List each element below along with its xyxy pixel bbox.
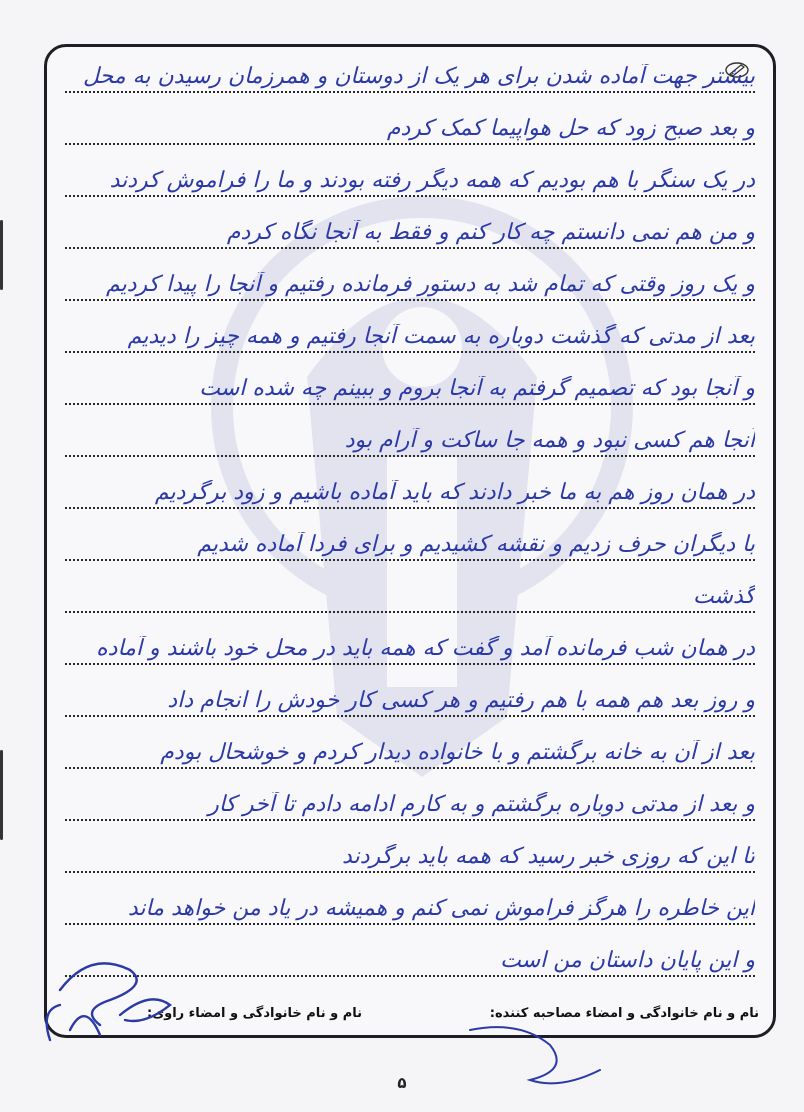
dotted-rule <box>65 715 755 717</box>
dotted-rule <box>65 923 755 925</box>
handwritten-text: این خاطره را هرگز فراموش نمی کنم و همیشه در یاد من خواهد ماند <box>127 896 755 921</box>
handwritten-line <box>65 313 755 359</box>
handwritten-line <box>65 833 755 879</box>
interviewer-signature-label: نام و نام خانوادگی و امضاء مصاحبه کننده: <box>489 1006 759 1021</box>
handwritten-line <box>65 781 755 827</box>
dotted-rule <box>65 143 755 145</box>
dotted-rule <box>65 91 755 93</box>
page-number: ۵ <box>397 1074 407 1092</box>
handwritten-text: تا این که روزی خبر رسید که همه باید برگردند <box>342 844 755 869</box>
dotted-rule <box>65 871 755 873</box>
handwritten-text: و بعد صبح زود که حل هواپیما کمک کردم <box>386 116 755 141</box>
handwritten-line <box>65 521 755 567</box>
handwritten-line <box>65 625 755 671</box>
handwritten-line <box>65 885 755 931</box>
dotted-rule <box>65 663 755 665</box>
dotted-rule <box>65 507 755 509</box>
handwritten-line <box>65 105 755 151</box>
handwritten-text: و آنجا بود که تصمیم گرفتم به آنجا بروم و ببینم چه شده است <box>199 376 755 401</box>
dotted-rule <box>65 455 755 457</box>
handwritten-line <box>65 469 755 515</box>
handwritten-text: بعد از آن به خانه برگشتم و با خانواده دیدار کردم و خوشحال بودم <box>160 740 755 765</box>
dotted-rule <box>65 247 755 249</box>
narrator-signature-label: نام و نام خانوادگی و امضاء راوی: <box>147 1006 362 1021</box>
dotted-rule <box>65 195 755 197</box>
dotted-rule <box>65 403 755 405</box>
handwritten-line <box>65 937 755 983</box>
handwritten-text: و بعد از مدتی دوباره برگشتم و به کارم ادامه دادم تا آخر کار <box>208 792 755 817</box>
handwritten-text: آنجا هم کسی نبود و همه جا ساکت و آرام بود <box>344 428 755 453</box>
handwritten-line <box>65 209 755 255</box>
dotted-rule <box>65 299 755 301</box>
handwritten-line <box>65 417 755 463</box>
handwritten-text: بعد از مدتی که گذشت دوباره به سمت آنجا رفتیم و همه چیز را دیدیم <box>127 324 755 349</box>
handwritten-text: و روز بعد هم همه با هم رفتیم و هر کسی کار خودش را انجام داد <box>167 688 755 713</box>
dotted-rule <box>65 819 755 821</box>
handwritten-line <box>65 365 755 411</box>
binding-mark <box>0 220 3 290</box>
handwritten-line <box>65 677 755 723</box>
dotted-rule <box>65 559 755 561</box>
handwritten-text: در همان شب فرمانده آمد و گفت که همه باید در محل خود باشند و آماده <box>96 636 755 661</box>
handwritten-line <box>65 261 755 307</box>
handwritten-text: بیشتر جهت آماده شدن برای هر یک از دوستان و همرزمان رسیدن به محل <box>82 64 755 89</box>
dotted-rule <box>65 611 755 613</box>
handwritten-text: با دیگران حرف زدیم و نقشه کشیدیم و برای فردا آماده شدیم <box>197 532 755 557</box>
handwritten-text: گذشت <box>692 584 755 609</box>
handwritten-line <box>65 157 755 203</box>
handwritten-text: و یک روز وقتی که تمام شد به دستور فرمانده رفتیم و آنجا را پیدا کردیم <box>105 272 755 297</box>
dotted-rule <box>65 351 755 353</box>
handwritten-text: در همان روز هم به ما خبر دادند که باید آماده باشیم و زود برگردیم <box>154 480 755 505</box>
handwritten-line <box>65 53 755 99</box>
dotted-rule <box>65 767 755 769</box>
handwritten-text: در یک سنگر با هم بودیم که همه دیگر رفته بودند و ما را فراموش کردند <box>109 168 755 193</box>
handwritten-text: و این پایان داستان من است <box>500 948 755 973</box>
dotted-rule <box>65 975 755 977</box>
binding-mark <box>0 750 3 840</box>
handwritten-line <box>65 573 755 619</box>
handwritten-text: و من هم نمی دانستم چه کار کنم و فقط به آنجا نگاه کردم <box>226 220 755 245</box>
handwritten-line <box>65 729 755 775</box>
form-frame <box>44 44 776 1038</box>
